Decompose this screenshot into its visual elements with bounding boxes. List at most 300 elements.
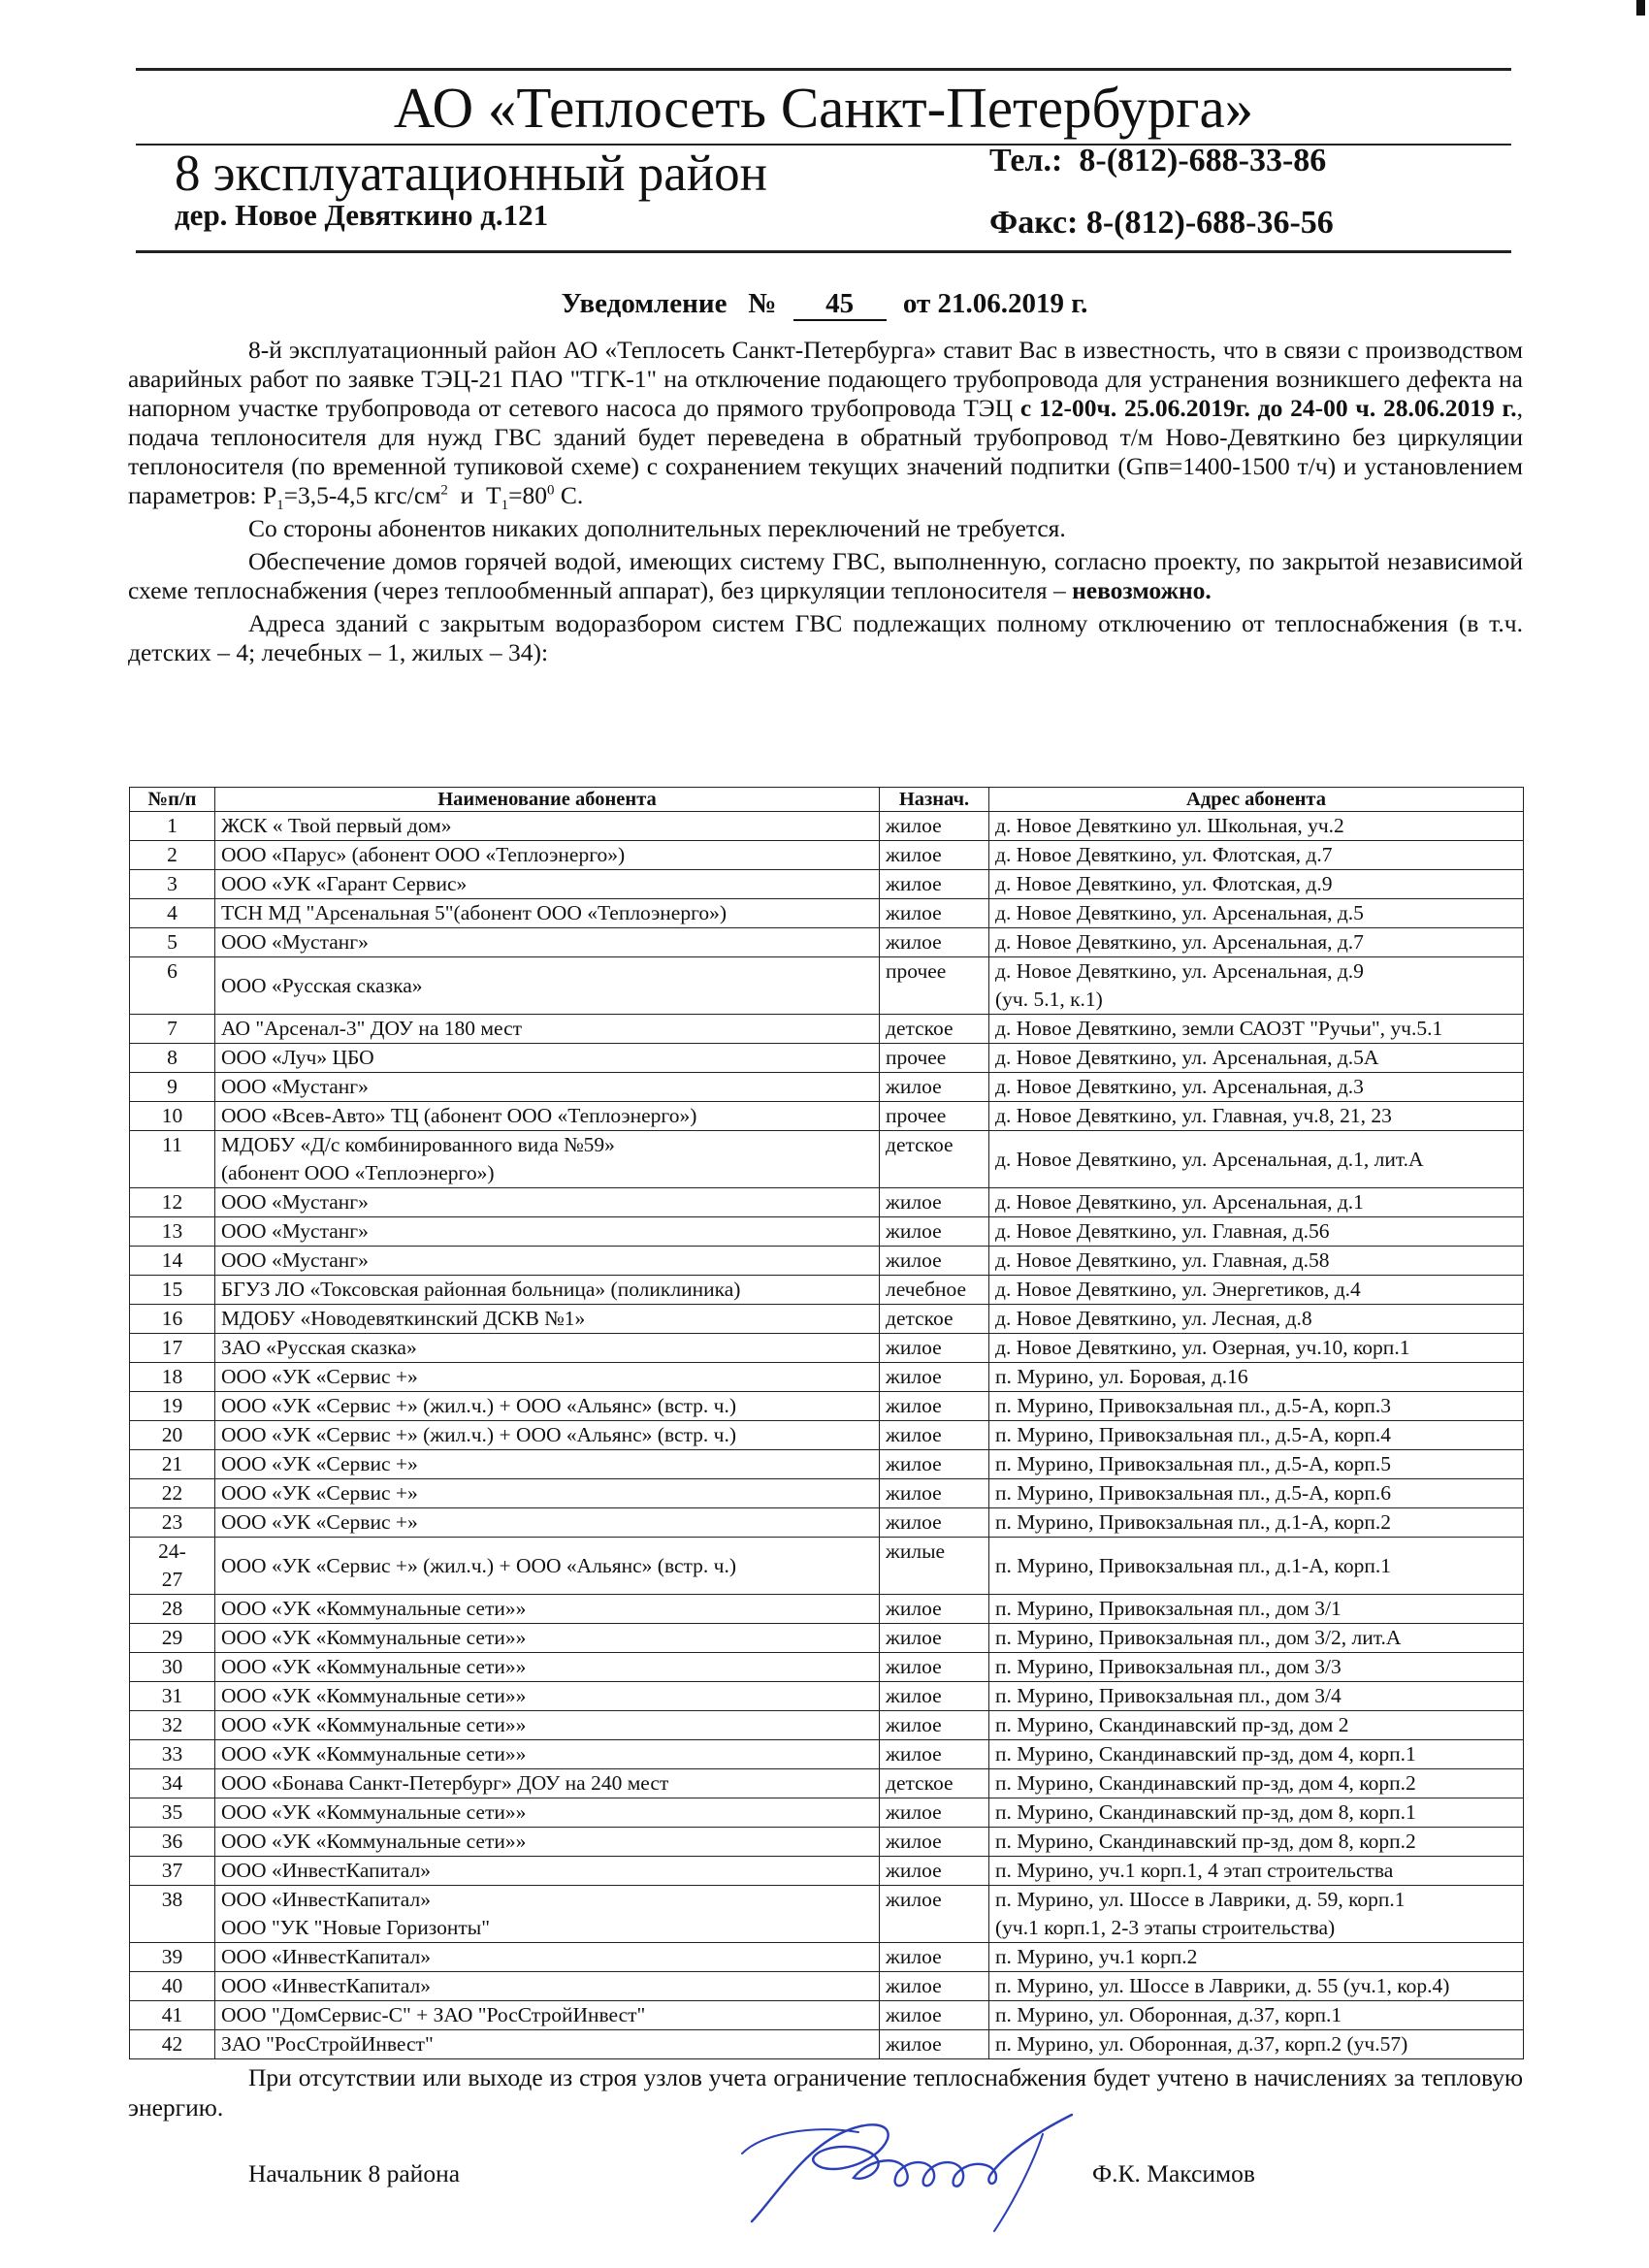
table-row [130, 1305, 1524, 1334]
subscript: 1 [276, 498, 284, 514]
subscriber-name [215, 1479, 880, 1508]
row-number-line: 40 [161, 1974, 183, 1997]
row-number [130, 928, 215, 957]
table-row [130, 1538, 1524, 1595]
building-purpose [880, 1188, 989, 1217]
subscriber-address-line: п. Мурино, Привокзальная пл., дом 3/2, лит.А [995, 1626, 1402, 1649]
row-number [130, 1943, 215, 1972]
building-purpose-line: жилое [886, 1510, 942, 1534]
subscriber-address-line: п. Мурино, Привокзальная пл., дом 3/4 [995, 1684, 1342, 1707]
fax-label: Факс: [989, 205, 1079, 241]
table-row [130, 1508, 1524, 1538]
building-purpose [880, 1044, 989, 1073]
table-row [130, 1943, 1524, 1972]
building-purpose-line: жилое [886, 1713, 942, 1736]
building-purpose [880, 1131, 989, 1188]
subscriber-address-line: (уч. 5.1, к.1) [995, 988, 1103, 1011]
row-number-line: 34 [161, 1771, 183, 1795]
notice-number-sign: № [748, 288, 777, 319]
building-purpose-line: жилое [886, 1365, 942, 1388]
subscriber-address-line: д. Новое Девяткино, земли САОЗТ "Ручьи", уч.5.1 [995, 1017, 1443, 1040]
subscriber-address-line: д. Новое Девяткино, ул. Главная, уч.8, 21, 23 [995, 1104, 1392, 1127]
building-purpose [880, 1217, 989, 1247]
building-purpose [880, 1711, 989, 1740]
subscriber-address [989, 1421, 1524, 1450]
subscriber-name-line: МДОБУ «Новодевяткинский ДСКВ №1» [221, 1307, 586, 1330]
building-purpose [880, 1392, 989, 1421]
paragraph-impossible-text: Обеспечение домов горячей водой, имеющих систему ГВС, выполненную, согласно проекту, по закрытой независимой схеме теплоснабжения (через теплообменный аппарат), без циркуляции теплоносителя – [128, 547, 1523, 604]
column-header-name: Наименование абонента [215, 788, 880, 812]
building-purpose-line: жилое [886, 1655, 942, 1678]
column-header-number: №п/п [130, 788, 215, 812]
row-number [130, 1538, 215, 1595]
building-purpose [880, 1682, 989, 1711]
row-number [130, 1334, 215, 1363]
fax-line [989, 194, 1334, 252]
phone-label: Тел.: [989, 143, 1063, 178]
building-purpose-line: прочее [886, 1046, 947, 1069]
subscript: 1 [501, 498, 509, 514]
building-purpose-line: жилые [886, 1539, 946, 1563]
paragraph-main-text-3: =3,5-4,5 кгс/см [283, 481, 441, 509]
row-number [130, 1595, 215, 1624]
building-purpose [880, 1247, 989, 1276]
subscriber-name [215, 1015, 880, 1044]
building-purpose [880, 957, 989, 1015]
subscriber-address [989, 1276, 1524, 1305]
subscriber-address [989, 2001, 1524, 2030]
row-number-line: 6 [167, 959, 178, 983]
subscriber-address-line: п. Мурино, уч.1 корп.2 [995, 1945, 1198, 1968]
subscriber-address [989, 1798, 1524, 1828]
table-row [130, 1044, 1524, 1073]
building-purpose-line: детское [886, 1307, 954, 1330]
subscriber-name [215, 1508, 880, 1538]
subscriber-address-line: д. Новое Девяткино ул. Школьная, уч.2 [995, 814, 1344, 837]
subscriber-name-line: ООО «Луч» ЦБО [221, 1046, 374, 1069]
subscriber-address [989, 1392, 1524, 1421]
subscriber-address [989, 2030, 1524, 2059]
building-purpose-line: жилое [886, 814, 942, 837]
subscriber-address [989, 1740, 1524, 1769]
table-row [130, 2001, 1524, 2030]
building-purpose-line: жилое [886, 1684, 942, 1707]
subscriber-name [215, 1857, 880, 1886]
subscriber-name-line: ТСН МД "Арсенальная 5"(абонент ООО «Теплоэнерго») [221, 901, 728, 924]
row-number-line: 4 [167, 901, 178, 924]
building-purpose [880, 1828, 989, 1857]
table-row [130, 1798, 1524, 1828]
building-purpose [880, 1972, 989, 2001]
row-number-line: 29 [161, 1626, 183, 1649]
row-number-line: 11 [162, 1133, 182, 1156]
row-number [130, 1305, 215, 1334]
row-number [130, 1624, 215, 1653]
subscriber-name [215, 812, 880, 841]
row-number-line: 2 [167, 843, 178, 866]
table-row [130, 1682, 1524, 1711]
subscriber-name [215, 1392, 880, 1421]
row-number [130, 1508, 215, 1538]
subscriber-name [215, 1217, 880, 1247]
building-purpose-line: детское [886, 1017, 954, 1040]
table-row [130, 1392, 1524, 1421]
subscriber-name [215, 2001, 880, 2030]
subscriber-address-line: д. Новое Девяткино, ул. Главная, д.56 [995, 1219, 1330, 1243]
row-number [130, 1015, 215, 1044]
table-row [130, 1421, 1524, 1450]
subscriber-address-line: п. Мурино, Скандинавский пр-зд, дом 8, корп.2 [995, 1830, 1416, 1853]
subscriber-name-line: ООО «УК «Сервис +» (жил.ч.) + ООО «Альянс» (встр. ч.) [221, 1423, 737, 1446]
subscriber-address-line: д. Новое Девяткино, ул. Арсенальная, д.9 [995, 959, 1364, 983]
table-row [130, 1769, 1524, 1798]
table-row [130, 1479, 1524, 1508]
row-number-line: 8 [167, 1046, 178, 1069]
building-purpose [880, 1102, 989, 1131]
subscriber-address [989, 1828, 1524, 1857]
subscriber-address-line: д. Новое Девяткино, ул. Арсенальная, д.5 [995, 901, 1364, 924]
row-number-line: 15 [161, 1278, 183, 1301]
row-number-line: 37 [161, 1859, 183, 1882]
paragraph-main-text-5: =80 [508, 481, 547, 509]
subscriber-address-line: п. Мурино, Привокзальная пл., д.5-А, корп.5 [995, 1452, 1391, 1475]
building-purpose [880, 899, 989, 928]
subscriber-address [989, 1363, 1524, 1392]
row-number-line: 18 [161, 1365, 183, 1388]
building-purpose-line: жилое [886, 1974, 942, 1997]
subscriber-name [215, 1798, 880, 1828]
row-number [130, 1740, 215, 1769]
subscriber-name [215, 928, 880, 957]
row-number-line: 3 [167, 872, 178, 895]
subscriber-name [215, 1305, 880, 1334]
subscriber-name [215, 1886, 880, 1943]
subscriber-name-line: ООО «УК «Коммунальные сети»» [221, 1655, 527, 1678]
row-number-line: 1 [167, 814, 178, 837]
subscriber-name-line: ООО «УК «Сервис +» (жил.ч.) + ООО «Альянс» (встр. ч.) [221, 1394, 737, 1417]
subscriber-address [989, 870, 1524, 899]
subscriber-name-line: ООО «УК «Коммунальные сети»» [221, 1684, 527, 1707]
table-row [130, 1188, 1524, 1217]
subscriber-address-line: п. Мурино, ул. Боровая, д.16 [995, 1365, 1248, 1388]
subscriber-address [989, 812, 1524, 841]
row-number-line: 23 [161, 1510, 183, 1534]
row-number [130, 899, 215, 928]
subscriber-address [989, 1015, 1524, 1044]
subscriber-name-line: ООО «УК «Сервис +» [221, 1452, 418, 1475]
table-row [130, 870, 1524, 899]
district-address: дер. Новое Девяткино д.121 [175, 198, 549, 232]
subscriber-name-line: ООО «Всев-Авто» ТЦ (абонент ООО «Теплоэнерго») [221, 1104, 697, 1127]
row-number-line: 12 [161, 1190, 183, 1214]
subscriber-address-line: п. Мурино, ул. Оборонная, д.37, корп.2 (уч.57) [995, 2032, 1408, 2056]
row-number-line: 10 [161, 1104, 183, 1127]
table-row [130, 1450, 1524, 1479]
column-header-address: Адрес абонента [989, 788, 1524, 812]
subscriber-name-line: ООО «Мустанг» [221, 1219, 369, 1243]
row-number-line: 22 [161, 1481, 183, 1505]
subscriber-name-line: ООО «УК «Коммунальные сети»» [221, 1800, 527, 1824]
subscriber-name-line: АО "Арсенал-3" ДОУ на 180 мест [221, 1017, 523, 1040]
building-purpose [880, 1421, 989, 1450]
subscriber-name-line: ООО «Русская сказка» [221, 973, 423, 997]
row-number-line: 35 [161, 1800, 183, 1824]
table-row [130, 812, 1524, 841]
row-number [130, 812, 215, 841]
building-purpose [880, 870, 989, 899]
row-number-line: 20 [161, 1423, 183, 1446]
building-purpose-line: жилое [886, 1888, 942, 1911]
subscriber-name [215, 1421, 880, 1450]
subscriber-name [215, 870, 880, 899]
row-number-line: 7 [167, 1017, 178, 1040]
row-number [130, 1769, 215, 1798]
subscriber-address [989, 1857, 1524, 1886]
table-row [130, 1595, 1524, 1624]
subscriber-address-line: д. Новое Девяткино, ул. Флотская, д.7 [995, 843, 1333, 866]
row-number-line: 38 [161, 1888, 183, 1911]
row-number [130, 1972, 215, 2001]
table-row [130, 1073, 1524, 1102]
subscriber-name-line: ООО «Бонава Санкт-Петербург» ДОУ на 240 мест [221, 1771, 669, 1795]
row-number [130, 1363, 215, 1392]
metering-note: При отсутствии или выходе из строя узлов учета ограничение теплоснабжения будет учтено в начислениях за тепловую энергию. [128, 2063, 1523, 2122]
row-number [130, 1857, 215, 1886]
subscriber-name-line: ЗАО «Русская сказка» [221, 1336, 417, 1359]
subscriber-name [215, 1276, 880, 1305]
row-number [130, 1711, 215, 1740]
subscriber-address [989, 1682, 1524, 1711]
subscriber-address [989, 1972, 1524, 2001]
page-corner-mark [1636, 0, 1645, 16]
table-row [130, 899, 1524, 928]
subscriber-address [989, 1247, 1524, 1276]
subscriber-address-line: д. Новое Девяткино, ул. Арсенальная, д.3 [995, 1075, 1364, 1098]
subscriber-name-line: ООО «УК «Сервис +» [221, 1510, 418, 1534]
table-row [130, 2030, 1524, 2059]
subscriber-name-line: ООО «УК «Коммунальные сети»» [221, 1597, 527, 1620]
subscriber-name-line: ООО «УК «Сервис +» [221, 1365, 418, 1388]
building-purpose [880, 1624, 989, 1653]
paragraph-main-text-4: и T [447, 481, 501, 509]
row-number [130, 1188, 215, 1217]
table-row [130, 1217, 1524, 1247]
subscriber-address [989, 1450, 1524, 1479]
table-row [130, 1711, 1524, 1740]
subscriber-name-line: ООО «УК «Коммунальные сети»» [221, 1830, 527, 1853]
impossible-bold: невозможно. [1072, 576, 1212, 604]
subscriber-name [215, 1538, 880, 1595]
subscriber-name [215, 957, 880, 1015]
row-number [130, 2001, 215, 2030]
subscriber-name-line: ЖСК « Твой первый дом» [221, 814, 452, 837]
subscriber-name-line: ООО "ДомСервис-С" + ЗАО "РосСтройИнвест" [221, 2003, 646, 2026]
paragraph-main-text-6: С. [554, 481, 584, 509]
outage-period: с 12-00ч. 25.06.2019г. до 24-00 ч. 28.06.2019 г. [1019, 394, 1517, 422]
subscriber-name [215, 1943, 880, 1972]
building-purpose [880, 841, 989, 870]
subscriber-name [215, 1624, 880, 1653]
building-purpose [880, 928, 989, 957]
row-number-line: 24- [158, 1539, 186, 1563]
table-row [130, 841, 1524, 870]
notice-number: 45 [793, 288, 887, 321]
subscriber-address [989, 957, 1524, 1015]
row-number [130, 1217, 215, 1247]
subscriber-name-line: ООО «УК «Коммунальные сети»» [221, 1742, 527, 1766]
row-number [130, 1828, 215, 1857]
subscriber-address-line: п. Мурино, Привокзальная пл., д.5-А, корп.4 [995, 1423, 1391, 1446]
row-number [130, 1044, 215, 1073]
subscriber-address [989, 841, 1524, 870]
table-header-row [130, 788, 1524, 812]
signature-image [723, 2095, 1091, 2241]
table-body [130, 812, 1524, 2059]
subscriber-name [215, 1188, 880, 1217]
subscriber-address-line: д. Новое Девяткино, ул. Энергетиков, д.4 [995, 1278, 1361, 1301]
subscriber-name [215, 1682, 880, 1711]
building-purpose-line: жилое [886, 1394, 942, 1417]
subscriber-address [989, 1653, 1524, 1682]
paragraph-main-text: 8-й эксплуатационный район АО «Теплосеть Санкт-Петербурга» ставит Вас в известность, что в связи с производством аварийных работ по заявке ТЭЦ-21 ПАО "ТГК-1" на отключение подающего трубопровода для устранения возникшего дефекта на напорном участке трубопровода от сетевого насоса до прямого трубопровода ТЭЦ [128, 336, 1523, 422]
subscriber-name [215, 1711, 880, 1740]
row-number [130, 1131, 215, 1188]
building-purpose [880, 2001, 989, 2030]
building-purpose [880, 1857, 989, 1886]
subscriber-name [215, 841, 880, 870]
subscriber-name [215, 1828, 880, 1857]
building-purpose [880, 1508, 989, 1538]
subscriber-address [989, 1188, 1524, 1217]
subscriber-name [215, 1363, 880, 1392]
building-purpose-line: жилое [886, 1859, 942, 1882]
row-number-line: 9 [167, 1075, 178, 1098]
subscriber-name-line: ООО «ИнвестКапитал» [221, 1974, 431, 1997]
table-row [130, 1886, 1524, 1943]
subscriber-name [215, 1769, 880, 1798]
subscriber-name-line: ООО «Парус» (абонент ООО «Теплоэнерго») [221, 843, 626, 866]
subscriber-address-line: п. Мурино, Привокзальная пл., д.1-А, корп.2 [995, 1510, 1391, 1534]
phone-line [989, 132, 1326, 190]
row-number [130, 870, 215, 899]
subscriber-name [215, 2030, 880, 2059]
row-number [130, 1798, 215, 1828]
subscriber-name-line: ООО «Мустанг» [221, 930, 369, 954]
building-purpose [880, 1073, 989, 1102]
building-purpose [880, 812, 989, 841]
row-number [130, 1450, 215, 1479]
subscriber-table [129, 787, 1523, 2059]
subscriber-name [215, 899, 880, 928]
building-purpose [880, 1363, 989, 1392]
building-purpose [880, 1886, 989, 1943]
building-purpose [880, 1450, 989, 1479]
signer-name: Ф.К. Максимов [1092, 2159, 1255, 2187]
organization-name: АО «Теплосеть Санкт-Петербурга» [393, 76, 1254, 140]
row-number-line: 39 [161, 1945, 183, 1968]
subscriber-name-line: ООО «УК «Коммунальные сети»» [221, 1713, 527, 1736]
subscriber-name-line: ООО «УК «Коммунальные сети»» [221, 1626, 527, 1649]
subscriber-name [215, 1073, 880, 1102]
row-number-line: 32 [161, 1713, 183, 1736]
subscriber-address [989, 1102, 1524, 1131]
superscript: 2 [440, 482, 448, 499]
subscriber-address-line: д. Новое Девяткино, ул. Арсенальная, д.7 [995, 930, 1364, 954]
subscriber-address [989, 1769, 1524, 1798]
subscriber-address-line: д. Новое Девяткино, ул. Арсенальная, д.1 [995, 1190, 1364, 1214]
subscriber-address-line: п. Мурино, Скандинавский пр-зд, дом 4, корп.1 [995, 1742, 1416, 1766]
building-purpose-line: жилое [886, 1626, 942, 1649]
building-purpose-line: жилое [886, 1800, 942, 1824]
signer-position: Начальник 8 района [248, 2159, 461, 2187]
subscriber-address [989, 1886, 1524, 1943]
table-row [130, 1102, 1524, 1131]
building-purpose-line: детское [886, 1771, 954, 1795]
paragraph-no-switching: Со стороны абонентов никаких дополнительных переключений не требуется. [248, 514, 1066, 542]
subscriber-name-line: (абонент ООО «Теплоэнерго») [221, 1161, 495, 1184]
subscriber-address-line: п. Мурино, Привокзальная пл., д.5-А, корп.6 [995, 1481, 1391, 1505]
row-number-line: 41 [161, 2003, 183, 2026]
subscriber-name-line: ЗАО "РосСтройИнвест" [221, 2032, 434, 2056]
building-purpose-line: жилое [886, 2003, 942, 2026]
subscriber-address-line: п. Мурино, Скандинавский пр-зд, дом 4, корп.2 [995, 1771, 1416, 1795]
subscriber-address [989, 928, 1524, 957]
subscriber-name-line: БГУЗ ЛО «Токсовская районная больница» (поликлиника) [221, 1278, 741, 1301]
building-purpose [880, 1740, 989, 1769]
subscriber-name-line: ООО «Мустанг» [221, 1248, 369, 1272]
row-number-line: 19 [161, 1394, 183, 1417]
subscriber-address-line: п. Мурино, ул. Оборонная, д.37, корп.1 [995, 2003, 1342, 2026]
subscriber-name [215, 1653, 880, 1682]
row-number [130, 1479, 215, 1508]
subscriber-name [215, 1044, 880, 1073]
letterhead-bottom-rule [136, 250, 1511, 253]
row-number [130, 1421, 215, 1450]
subscriber-address [989, 1479, 1524, 1508]
building-purpose-line: жилое [886, 1452, 942, 1475]
row-number [130, 1102, 215, 1131]
building-purpose-line: жилое [886, 872, 942, 895]
district-name: 8 эксплуатационный район [175, 146, 767, 202]
subscriber-address-line: д. Новое Девяткино, ул. Лесная, д.8 [995, 1307, 1312, 1330]
table-row [130, 1131, 1524, 1188]
table-row [130, 1828, 1524, 1857]
paragraph-impossible [128, 547, 1523, 605]
building-purpose-line: жилое [886, 901, 942, 924]
building-purpose [880, 1479, 989, 1508]
subscriber-address-line: п. Мурино, уч.1 корп.1, 4 этап строительства [995, 1859, 1394, 1882]
subscriber-address [989, 1508, 1524, 1538]
row-number-line: 28 [161, 1597, 183, 1620]
fax-number: 8-(812)-688-36-56 [1085, 205, 1334, 241]
subscriber-address [989, 1711, 1524, 1740]
subscriber-address [989, 1538, 1524, 1595]
building-purpose-line: прочее [886, 959, 947, 983]
row-number-line: 33 [161, 1742, 183, 1766]
row-number [130, 1886, 215, 1943]
paragraph-addresses-intro: Адреса зданий с закрытым водоразбором систем ГВС подлежащих полному отключению от теплоснабжения (в т.ч. детских – 4; лечебных – 1, жилых – 34): [128, 609, 1523, 666]
subscriber-address [989, 1073, 1524, 1102]
building-purpose [880, 1334, 989, 1363]
row-number-line: 14 [161, 1248, 183, 1272]
subscriber-name-line: ООО «ИнвестКапитал» [221, 1859, 431, 1882]
subscriber-name [215, 1595, 880, 1624]
building-purpose [880, 1943, 989, 1972]
subscriber-name [215, 1131, 880, 1188]
row-number-line: 13 [161, 1219, 183, 1243]
subscriber-address [989, 1305, 1524, 1334]
table-row [130, 928, 1524, 957]
